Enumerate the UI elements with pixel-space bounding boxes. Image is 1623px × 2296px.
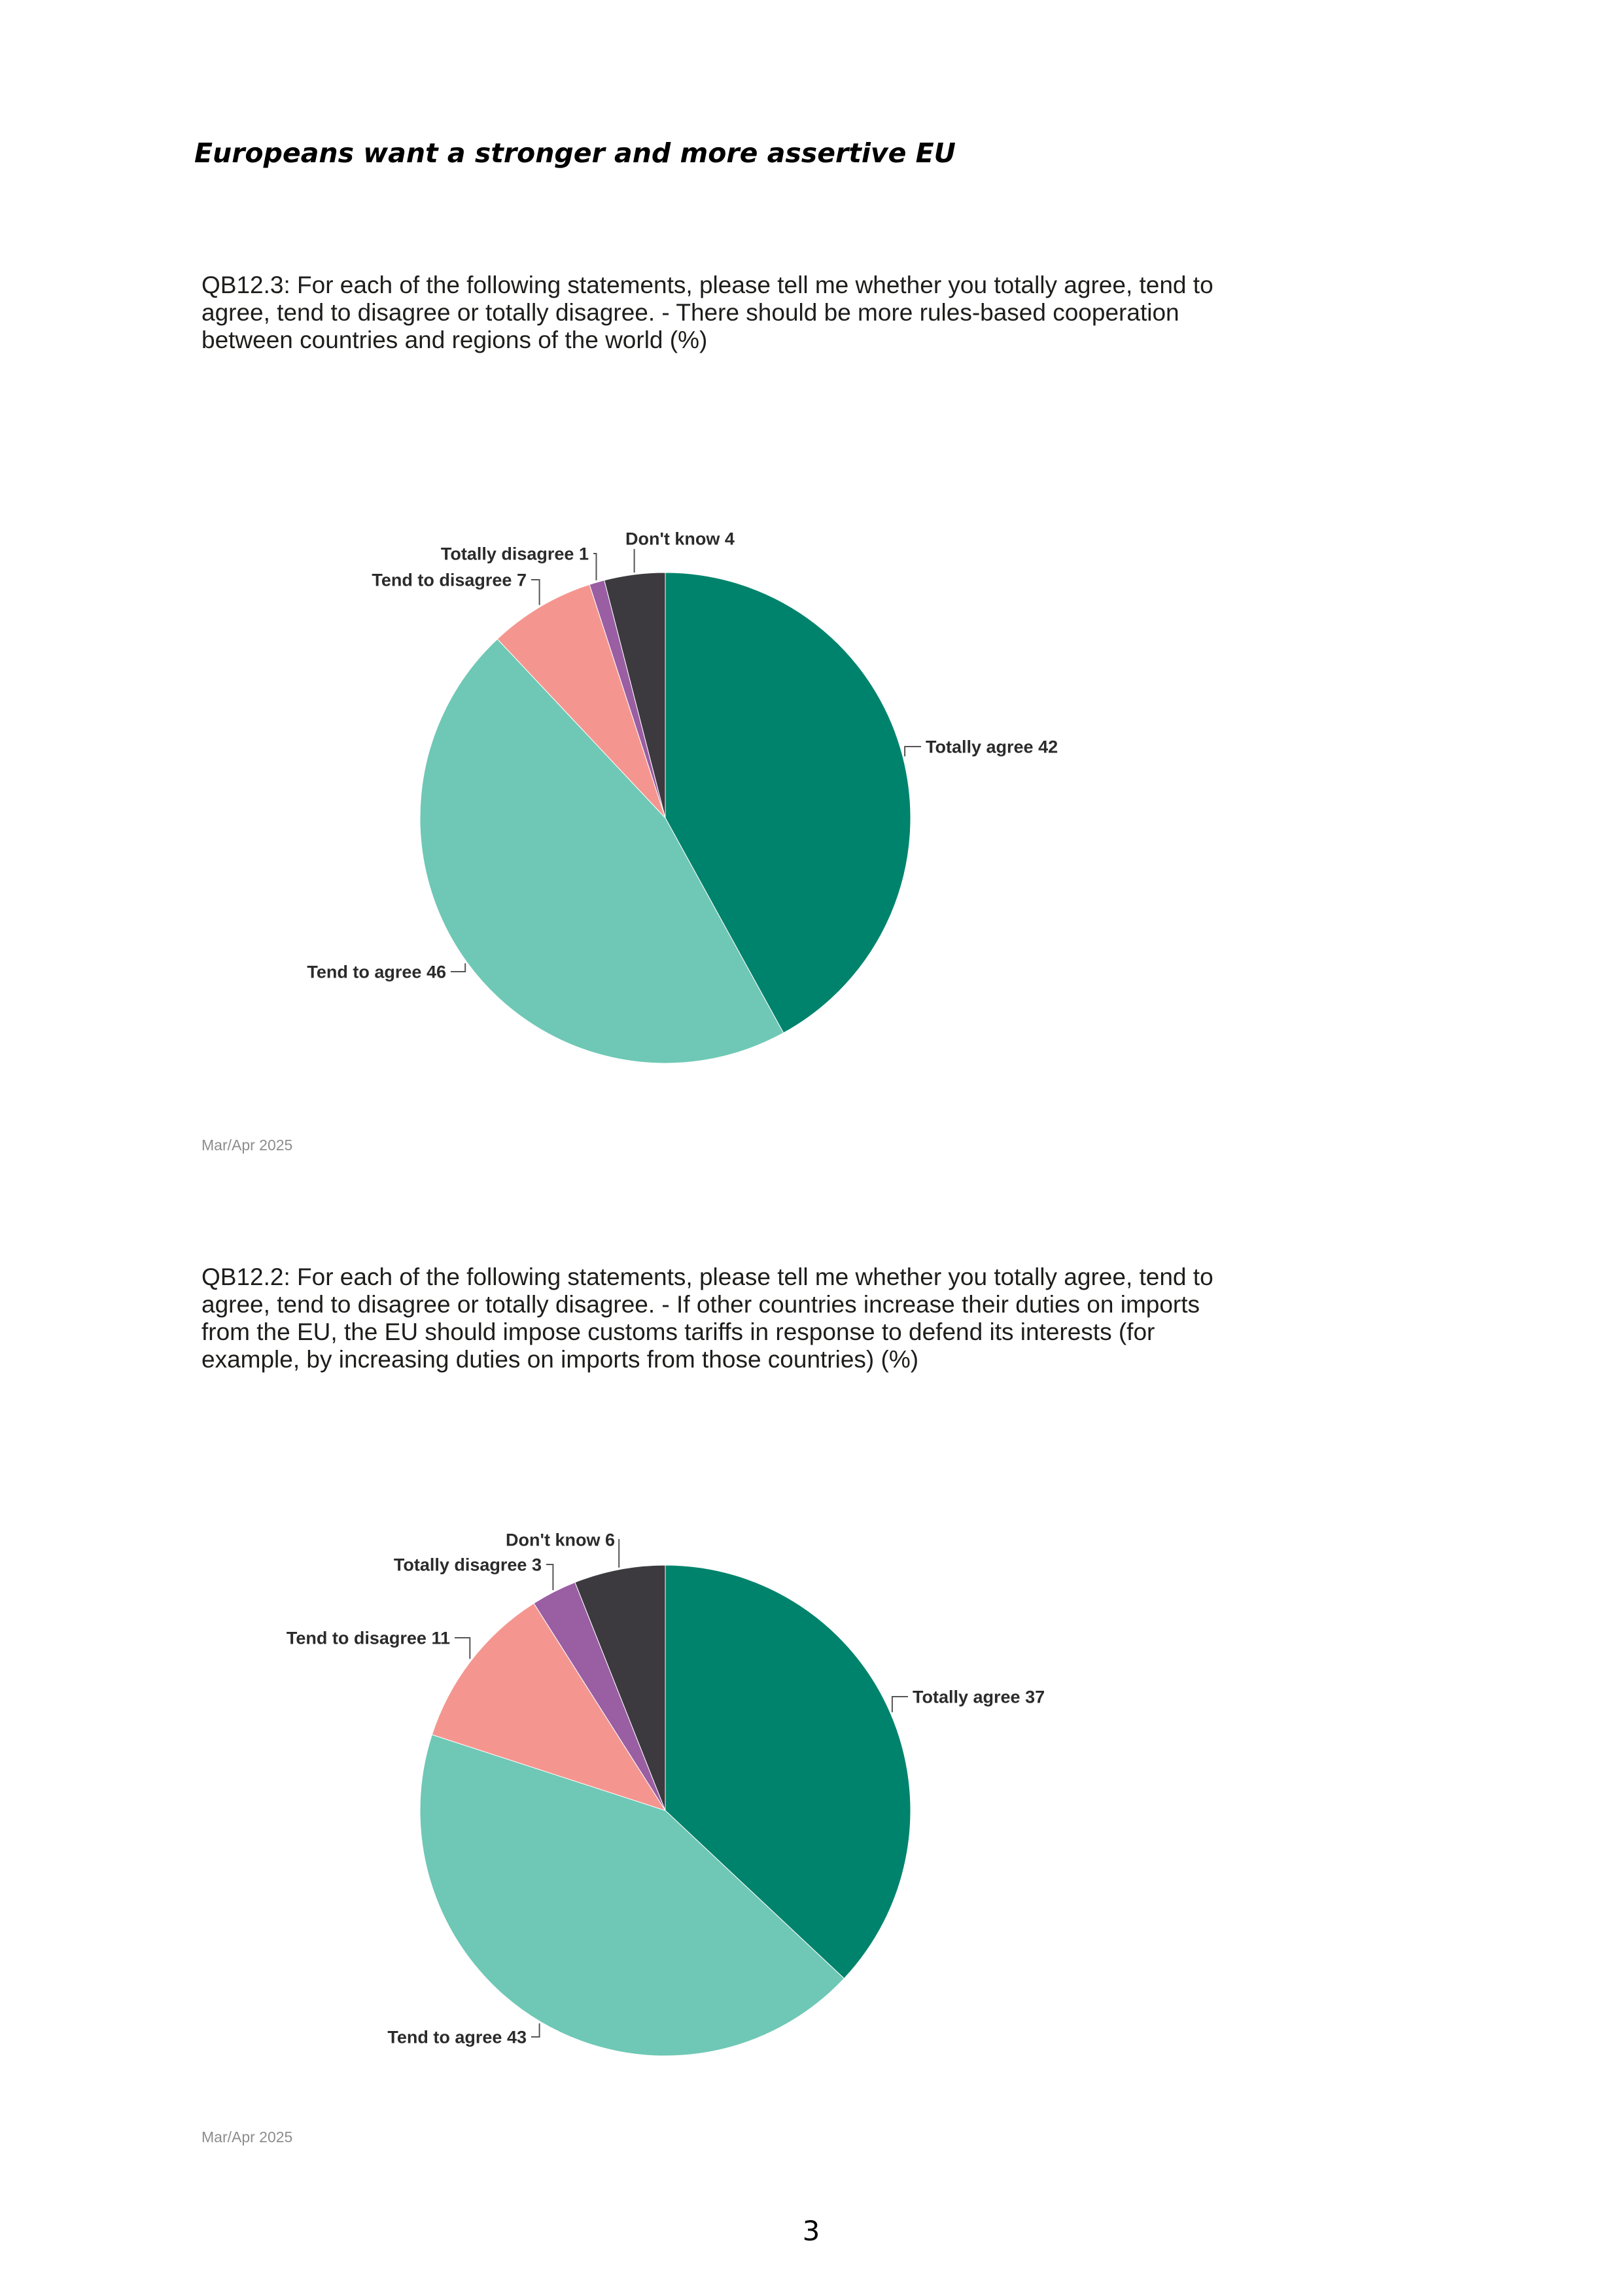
pie-slices	[420, 573, 911, 1063]
section-heading: Europeans want a stronger and more assertive EU	[194, 137, 956, 169]
leader-line-tend-to-disagree	[455, 1638, 470, 1659]
data-label-totally-agree	[926, 737, 1058, 756]
data-label-category: Totally disagree	[393, 1555, 527, 1575]
data-label-category: Totally disagree	[440, 544, 574, 564]
data-label-value: 4	[724, 529, 735, 549]
data-label-totally-disagree	[394, 1555, 542, 1574]
chart-source-note: Mar/Apr 2025	[201, 2128, 293, 2146]
leader-line-tend-to-disagree	[531, 580, 540, 605]
data-label-category: Tend to disagree	[372, 570, 512, 590]
data-label-value: 11	[431, 1628, 450, 1648]
data-label-category: Totally agree	[913, 1687, 1021, 1707]
leader-line-totally-agree	[905, 747, 921, 756]
data-label-tend-to-disagree	[287, 1628, 450, 1648]
data-label-tend-to-agree	[307, 962, 446, 981]
data-label-category: Don't know	[625, 529, 720, 549]
data-label-category: Totally agree	[926, 737, 1034, 757]
pie-chart	[196, 1487, 1178, 2075]
leader-line-tend-to-agree	[531, 2023, 540, 2037]
data-label-category: Tend to agree	[307, 962, 422, 982]
data-label-tend-to-disagree	[372, 570, 527, 590]
data-label-totally-disagree	[441, 544, 589, 563]
data-label-value: 3	[531, 1555, 542, 1575]
data-label-category: Don't know	[506, 1530, 601, 1550]
data-label-totally-agree	[913, 1687, 1045, 1706]
data-label-category: Tend to disagree	[286, 1628, 427, 1648]
data-label-value: 37	[1025, 1687, 1045, 1707]
page-number: 3	[802, 2215, 820, 2247]
data-label-don-t-know	[625, 529, 735, 548]
chart-source-note: Mar/Apr 2025	[201, 1137, 293, 1154]
data-label-value: 7	[516, 570, 527, 590]
leader-line-totally-disagree	[593, 554, 597, 580]
leader-line-tend-to-agree	[451, 963, 465, 972]
chart-title: QB12.2: For each of the following statements, please tell me whether you totally agree, tend to agree, tend to disagree or totally disagree. - If other countries increase their duties on imports from the EU, the EU should impose customs tariffs in response to defend its interests (for example, by increasing duties on imports from those countries) (%)	[201, 1263, 1213, 1373]
chart-title: QB12.3: For each of the following statements, please tell me whether you totally agree, tend to agree, tend to disagree or totally disagree. - There should be more rules-based cooperation between countries and regions of the world (%)	[201, 272, 1213, 353]
data-label-category: Tend to agree	[387, 2027, 502, 2047]
data-label-value: 42	[1038, 737, 1058, 757]
data-label-tend-to-agree	[387, 2027, 527, 2047]
pie-chart	[196, 494, 1178, 1083]
leader-line-totally-agree	[892, 1697, 908, 1712]
leader-line-totally-disagree	[546, 1564, 553, 1590]
data-label-value: 6	[604, 1530, 615, 1550]
data-label-don-t-know	[506, 1530, 615, 1549]
leader-line-don-t-know	[619, 1540, 620, 1568]
data-label-value: 43	[506, 2027, 527, 2047]
data-label-value: 1	[578, 544, 589, 564]
pie-slices	[420, 1565, 911, 2056]
data-label-value: 46	[426, 962, 446, 982]
